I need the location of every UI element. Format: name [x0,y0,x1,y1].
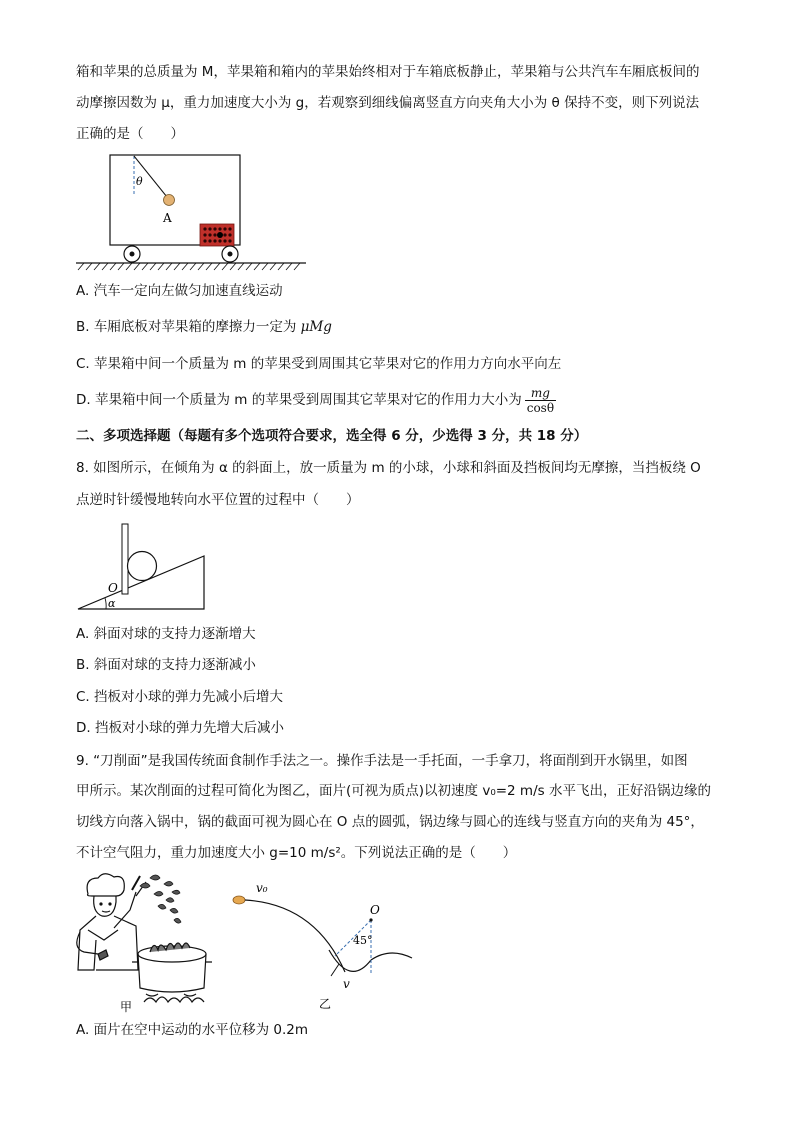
baffle-plate [122,524,128,594]
chef-illustration [77,874,146,970]
bus-wheel-right [222,246,238,262]
q7-option-b-text: B. 车厢底板对苹果箱的摩擦力一定为 [76,319,301,335]
q7-bus-figure [74,150,309,272]
section-2-heading: 二、多项选择题（每题有多个选项符合要求，选全得 6 分，少选得 3 分，共 18 分） [76,428,588,444]
q7-stem-line-2: 动摩擦因数为 μ，重力加速度大小为 g，若观察到细线偏离竖直方向夹角大小为 θ 保持不变，则下列说法 [76,95,700,111]
q9-v0-label: v₀ [256,881,268,895]
q8-incline-figure [74,520,214,612]
q9-stem-line-1: 9. “刀削面”是我国传统面食制作手法之一。操作手法是一手托面，一手拿刀，将面削到开水锅里，如图 [76,753,688,769]
center-point-O [369,918,372,921]
q7-option-b-expr: μMg [300,319,332,335]
q7-option-d-fraction [525,386,556,415]
apple-box [200,224,234,246]
q9-figure-yi [225,872,420,1012]
q7-theta-label: θ [136,175,143,188]
q8-stem-line-2: 点逆时针缓慢地转向水平位置的过程中（ ） [76,492,360,508]
q8-alpha-label: α [108,597,116,610]
pendulum-ball [164,195,175,206]
q7-option-d-text: D. 苹果箱中间一个质量为 m 的苹果受到周围其它苹果对它的作用力大小为 [76,392,522,408]
bus-wheel-left [124,246,140,262]
q9-label-yi: 乙 [319,997,332,1011]
q7-option-d-numerator: mg [525,386,556,401]
ground-hatching [78,263,300,270]
trajectory-curve [245,900,345,972]
q7-stem-line-3: 正确的是（ ） [76,126,184,142]
q9-stem-line-4: 不计空气阻力，重力加速度大小 g=10 m/s²。下列说法正确的是（ ） [76,845,517,861]
q9-stem-line-2: 甲所示。某次削面的过程可简化为图乙，面片(可视为质点)以初速度 v₀=2 m/s 水平飞出，正好沿锅边缘的 [76,783,711,799]
q9-option-a: A. 面片在空中运动的水平位移为 0.2m [76,1022,308,1038]
q7-option-d-denominator: cosθ [526,400,555,415]
q7-option-b [76,317,332,337]
q7-option-d [76,382,556,418]
pot-arc-right [371,953,412,960]
q8-pivot-label: O [108,581,118,595]
q7-option-c: C. 苹果箱中间一个质量为 m 的苹果受到周围其它苹果对它的作用力方向水平向左 [76,356,562,372]
q9-label-jia: 甲 [120,1000,133,1014]
q8-stem-line-1: 8. 如图所示，在倾角为 α 的斜面上，放一质量为 m 的小球，小球和斜面及挡板间均无摩擦，当挡板绕 O [76,460,701,476]
q8-option-d: D. 挡板对小球的弹力先增大后减小 [76,720,284,736]
q8-option-a: A. 斜面对球的支持力逐渐增大 [76,626,256,642]
q7-option-a: A. 汽车一定向左做匀加速直线运动 [76,283,283,299]
q9-O-label: O [370,903,380,917]
q9-stem-line-3: 切线方向落入锅中，锅的截面可视为圆心在 O 点的圆弧，锅边缘与圆心的连线与竖直方向的夹角为 45°， [76,814,704,830]
noodle-piece [233,896,245,904]
small-ball [128,552,157,581]
q7-ball-label: A [163,211,172,225]
alpha-arc [105,598,106,609]
velocity-arrow [331,964,339,976]
q8-option-c: C. 挡板对小球的弹力先减小后增大 [76,689,284,705]
q9-angle-label: 45° [353,934,373,947]
q7-stem-line-1: 箱和苹果的总质量为 M，苹果箱和箱内的苹果始终相对于车箱底板静止，苹果箱与公共汽车车厢底板间的 [76,64,700,80]
q9-figure-jia [74,870,224,1015]
q8-option-b: B. 斜面对球的支持力逐渐减小 [76,657,256,673]
noodle-pot [132,943,212,1002]
q9-v-label: v [343,977,350,991]
